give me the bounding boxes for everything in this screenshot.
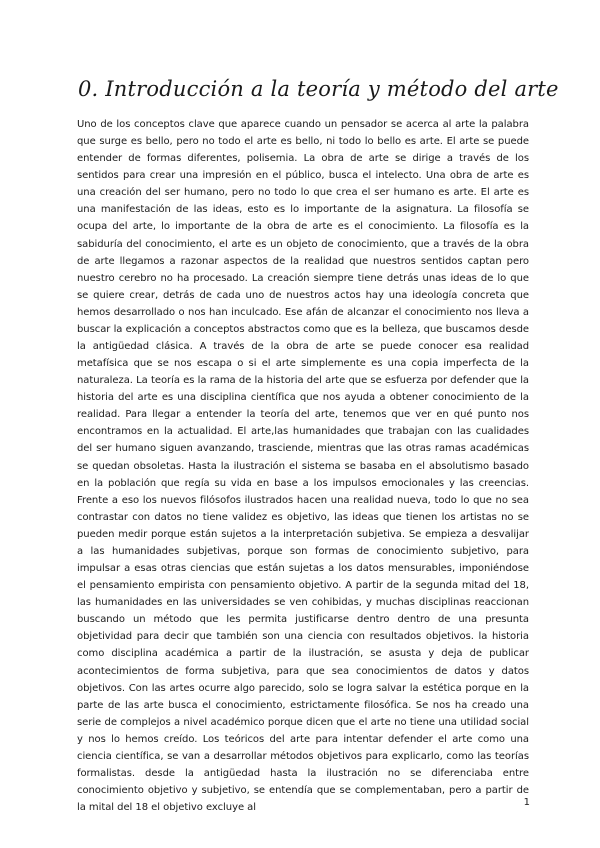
body-paragraph: Uno de los conceptos clave que aparece cuando un pensador se acerca al arte la palabra que surge es bello, pero no todo el arte es bello, ni todo lo bello es arte. El arte se puede entender de formas diferentes, polisemia. La obra de arte se dirige a través de los sentidos para crear una impresión en el público, busca el intelecto. Una obra de arte es una creación del ser humano, pero no todo lo que crea el ser humano es arte. El arte es una manifestación de las ideas, esto es lo importante de la asignatura. La filosofía se ocupa del arte, lo importante de la obra de arte es el conocimiento. La filosofía es la sabiduría del conocimiento, el arte es un objeto de conocimiento, que a través de la obra de arte llegamos a razonar aspectos de la realidad que nuestros sentidos captan pero nuestro cerebro no ha procesado. La creación siempre tiene detrás unas ideas de lo que se quiere crear, detrás de cada uno de nuestros actos hay una ideología concreta que hemos desarrollado o nos han inculcado. Ese afán de alcanzar el conocimiento nos lleva a buscar la explicación a conceptos abstractos como que es la belleza, que buscamos desde la antigüedad clásica. A través de la obra de arte se puede conocer esa realidad metafísica que se nos escapa o si el arte simplemente es una copia imperfecta de la naturaleza. La teoría es la rama de la historia del arte que se esfuerza por defender que la historia del arte es una disciplina científica que nos ayuda a obtener conocimiento de la realidad. Para llegar a entender la teoría del arte, tenemos que ver en qué punto nos encontramos en la actualidad. El arte,las humanidades que trabajan con las cualidades del ser humano siguen avanzando, trasciende, mientras que las otras ramas académicas se quedan obsoletas. Hasta la ilustración el sistema se basaba en el absolutismo basado en la población que regía su vida en base a los impulsos emocionales y las creencias. Frente a eso los nuevos filósofos ilustrados hacen una realidad nueva, todo lo que no sea contrastar con datos no tiene validez es objetivo, las ideas que tienen los artistas no se pueden medir porque están sujetos a la interpretación subjetiva. Se empieza a desvalijar a las humanidades subjetivas, porque son formas de conocimiento subjetivo, para impulsar a esas otras ciencias que están sujetas a los datos mensurables, imponiéndose el pensamiento empirista con pensamiento objetivo. A partir de la segunda mitad del 18, las humanidades en las universidades se ven cohibidas, y muchas disciplinas reaccionan buscando un método que les permita justificarse dentro dentro de una presunta objetividad para decir que también son una ciencia con resultados objetivos. la historia como disciplina académica a partir de la ilustración, se asusta y deja de publicar acontecimientos de forma subjetiva, para que sea conocimientos de datos y datos objetivos. Con las artes ocurre algo parecido, solo se logra salvar la estética porque en la parte de las arte busca el conocimiento, estrictamente filosófica. Se nos ha creado una serie de complejos a nivel académico porque dicen que el arte no tiene una utilidad social y nos lo hemos creído. Los teóricos del arte para intentar defender el arte como una ciencia científica, se van a desarrollar métodos objetivos para explicarlo, como las teorías formalistas. desde la antigüedad hasta la ilustración no se diferenciaba entre conocimiento objetivo y subjetivo, se entendía que se complementaban, pero a partir de la mital del 18 el objetivo excluye al <box>77 119 529 814</box>
section-heading: 0. Introducción a la teoría y método del arte <box>78 77 559 101</box>
page-number: 1 <box>523 797 530 808</box>
